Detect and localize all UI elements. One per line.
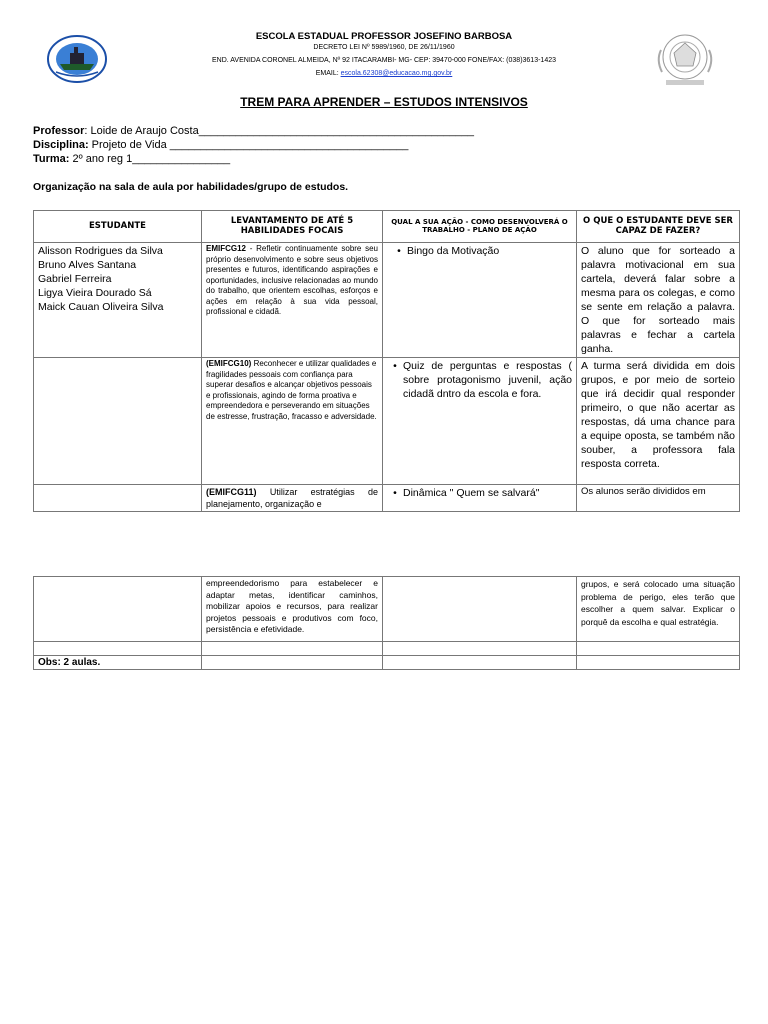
student-name: Alisson Rodrigues da Silva [38, 245, 163, 257]
empty-student-cell [34, 577, 202, 642]
email-label: EMAIL: [315, 70, 341, 77]
empty-cell [383, 642, 577, 656]
student-name: Gabriel Ferreira [38, 273, 112, 285]
empty-cell [202, 642, 383, 656]
students-cell [34, 243, 202, 358]
action-cell [383, 485, 577, 512]
school-logo-left [46, 34, 108, 84]
result-cell: Os alunos serão divididos em [577, 485, 740, 512]
disciplina-label: Disciplina: [33, 139, 89, 151]
table-row [34, 358, 740, 485]
bullet-icon: • [393, 487, 397, 499]
obs-note: Obs: 2 aulas. [34, 656, 202, 670]
skill-text: Reconhecer e utilizar qualidades e fragilidades pessoais com confiança para superar desafios e alcançar objetivos pessoais e profissionais, agindo de forma proativa e empreendedora e perseverando em situações de estresse, frustração, fracasso e adversidade. [206, 359, 377, 421]
action-cell [383, 243, 577, 358]
header-estudante: ESTUDANTE [34, 211, 202, 243]
table-row [34, 642, 740, 656]
skill-cell [202, 243, 383, 358]
empty-student-cell [34, 485, 202, 512]
result-cell: A turma será dividida em dois grupos, e por meio de sorteio que irá decidir qual responder primeiro, o que não acertar as respostas, dá uma chance para a equipe oposta, se também não souber, a professora fala resposta correta. [577, 358, 740, 485]
table-row [34, 243, 740, 358]
bullet-icon: • [393, 360, 397, 372]
table-row [34, 656, 740, 670]
decree-line: DECRETO LEI Nº 5989/1960, DE 26/11/1960 [313, 44, 455, 51]
state-coat-of-arms [652, 30, 718, 88]
skill-cell [202, 358, 383, 485]
action-text: Quiz de perguntas e respostas ( sobre protagonismo juvenil, ação cidadã dntro da escola e fora. [403, 360, 572, 400]
turma-label: Turma: [33, 153, 70, 165]
skill-text: - Refletir continuamente sobre seu próprio desenvolvimento e sobre seus objetivos presentes e futuros, identificando aspirações e oportunidades, inclusive relacionadas ao mundo do trabalho, que orientem escolhas, esforços e ações em relação à sua vida pessoal, profissional e cidadã. [206, 244, 378, 316]
header-habilidades: LEVANTAMENTO DE ATÉ 5 HABILIDADES FOCAIS [202, 211, 383, 243]
table-row [34, 485, 740, 512]
bullet-icon: • [397, 245, 401, 257]
empty-action-cell [383, 577, 577, 642]
skill-text: Utilizar estratégias de planejamento, organização e [206, 487, 378, 509]
empty-student-cell [34, 358, 202, 485]
skill-code: (EMIFCG11) [206, 487, 257, 497]
email-line [150, 70, 618, 77]
disciplina-value: Projeto de Vida _______________________________________ [88, 139, 409, 151]
student-name: Bruno Alves Santana [38, 259, 137, 271]
skill-code: (EMIFCG10) [206, 359, 252, 368]
table-row [34, 577, 740, 642]
skills-table [33, 210, 740, 512]
page-title: TREM PARA APRENDER – ESTUDOS INTENSIVOS [240, 95, 528, 109]
skill-cell [202, 485, 383, 512]
action-text: Bingo da Motivação [407, 245, 500, 257]
empty-cell [202, 656, 383, 670]
action-cell [383, 358, 577, 485]
result-cell: O aluno que for sorteado a palavra motivacional em sua cartela, deverá falar sobre a mesma para os colegas, e como se sente em relação a palavra. O que for sorteado mais palavras e fechar a cartela ganha. [577, 243, 740, 358]
empty-cell [34, 642, 202, 656]
disciplina-field [33, 139, 408, 151]
address-line: END. AVENIDA CORONEL ALMEIDA, Nº 92 ITACARAMBI- MG- CEP: 39470-000 FONE/FAX: (038)3613-1423 [212, 57, 556, 64]
professor-label: Professor [33, 125, 85, 137]
school-name: ESCOLA ESTADUAL PROFESSOR JOSEFINO BARBOSA [255, 31, 513, 42]
turma-field [33, 153, 230, 165]
turma-value: 2º ano reg 1________________ [69, 153, 231, 165]
skill-code: EMIFCG12 [206, 244, 247, 253]
student-name: Ligya Vieira Dourado Sá [38, 287, 152, 299]
result-cell: grupos, e será colocado uma situação problema de perigo, eles terão que escolher a quem salvar. Explicar o porquê da escolha e qual estratégia. [577, 577, 740, 642]
skills-table-continuation [33, 576, 740, 670]
professor-value: : Loide de Araujo Costa_____________________________________________ [84, 125, 475, 137]
email-link[interactable]: escola.62308@educacao.mg.gov.br [340, 70, 453, 77]
empty-cell [577, 642, 740, 656]
professor-field [33, 125, 474, 137]
empty-cell [577, 656, 740, 670]
skill-cell: empreendedorismo para estabelecer e adaptar metas, identificar caminhos, mobilizar apoios e recursos, para realizar projetos pessoais e produtivos com foco, persistência e efetividade. [202, 577, 383, 642]
table-header-row [34, 211, 740, 243]
empty-cell [383, 656, 577, 670]
student-name: Maick Cauan Oliveira Silva [38, 301, 164, 313]
header-acao: QUAL A SUA AÇÃO - COMO DESENVOLVERÁ O TRABALHO - PLANO DE AÇÃO [383, 211, 577, 243]
action-text: Dinâmica " Quem se salvará" [403, 487, 540, 499]
organization-note: Organização na sala de aula por habilidades/grupo de estudos. [33, 181, 349, 193]
header-capaz: O QUE O ESTUDANTE DEVE SER CAPAZ DE FAZER? [577, 211, 740, 243]
